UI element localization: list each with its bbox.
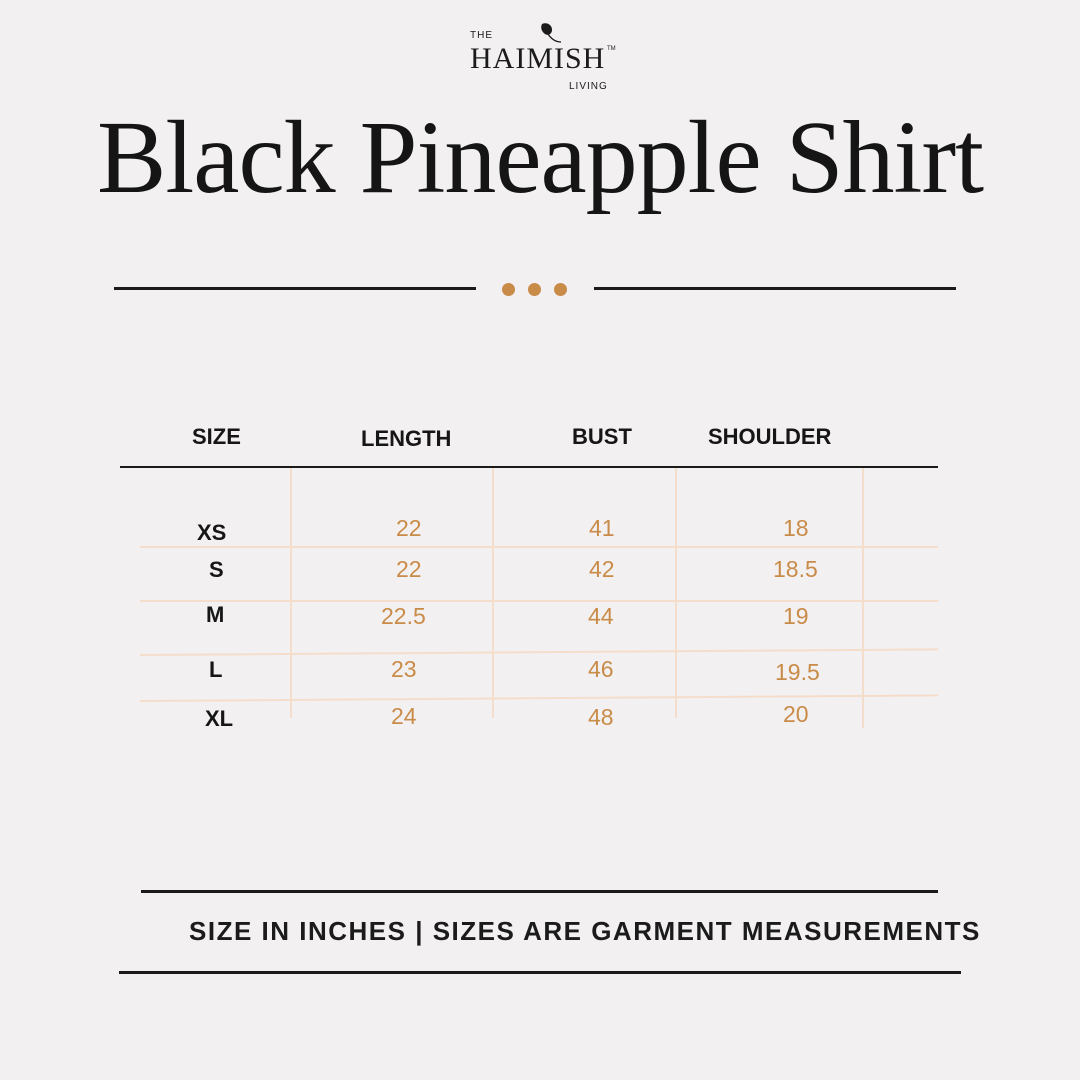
grid-line: [290, 468, 292, 718]
footer-note: SIZE IN INCHES | SIZES ARE GARMENT MEASUREMENTS: [189, 916, 981, 946]
table-cell-shoulder: 18.5: [773, 556, 818, 582]
table-cell-bust: 48: [588, 704, 614, 730]
divider-dot: [554, 283, 567, 296]
grid-line: [140, 600, 938, 602]
header-bust: BUST: [572, 424, 632, 449]
grid-line: [862, 468, 864, 728]
table-cell-length: 22: [396, 556, 422, 582]
table-header-rule: [120, 466, 938, 468]
table-cell-shoulder: 20: [783, 701, 809, 727]
divider-dot: [502, 283, 515, 296]
table-cell-bust: 41: [589, 515, 615, 541]
grid-line: [140, 546, 938, 548]
divider-right: [594, 287, 956, 290]
table-cell-shoulder: 18: [783, 515, 809, 541]
table-cell-length: 22.5: [381, 603, 426, 629]
table-cell-length: 22: [396, 515, 422, 541]
footer-rule-bottom: [119, 971, 961, 974]
table-cell-length: 23: [391, 656, 417, 682]
table-cell-bust: 46: [588, 656, 614, 682]
divider-dot: [528, 283, 541, 296]
logo-the: THE: [470, 30, 493, 41]
header-shoulder: SHOULDER: [708, 424, 832, 449]
table-row-size: XL: [205, 706, 234, 731]
brand-logo: [440, 20, 640, 100]
table-row-size: S: [209, 557, 224, 582]
page-title: Black Pineapple Shirt: [97, 100, 983, 215]
table-row-size: XS: [197, 520, 227, 545]
footer-rule-top: [141, 890, 938, 893]
table-cell-bust: 42: [589, 556, 615, 582]
logo-brand: HAIMISH: [470, 42, 606, 75]
table-row-size: M: [206, 602, 225, 627]
table-cell-shoulder: 19.5: [775, 659, 820, 685]
table-cell-length: 24: [391, 703, 417, 729]
table-row-size: L: [209, 657, 223, 682]
grid-line: [675, 468, 677, 718]
ginkgo-leaf-icon: [538, 22, 562, 44]
header-length: LENGTH: [361, 426, 452, 451]
logo-living: LIVING: [569, 81, 608, 92]
divider-left: [114, 287, 476, 290]
grid-line: [492, 468, 494, 718]
header-size: SIZE: [192, 424, 241, 449]
grid-line: [140, 648, 938, 656]
table-cell-bust: 44: [588, 603, 614, 629]
grid-line: [140, 694, 938, 702]
logo-tm: TM: [607, 46, 616, 52]
table-cell-shoulder: 19: [783, 603, 809, 629]
